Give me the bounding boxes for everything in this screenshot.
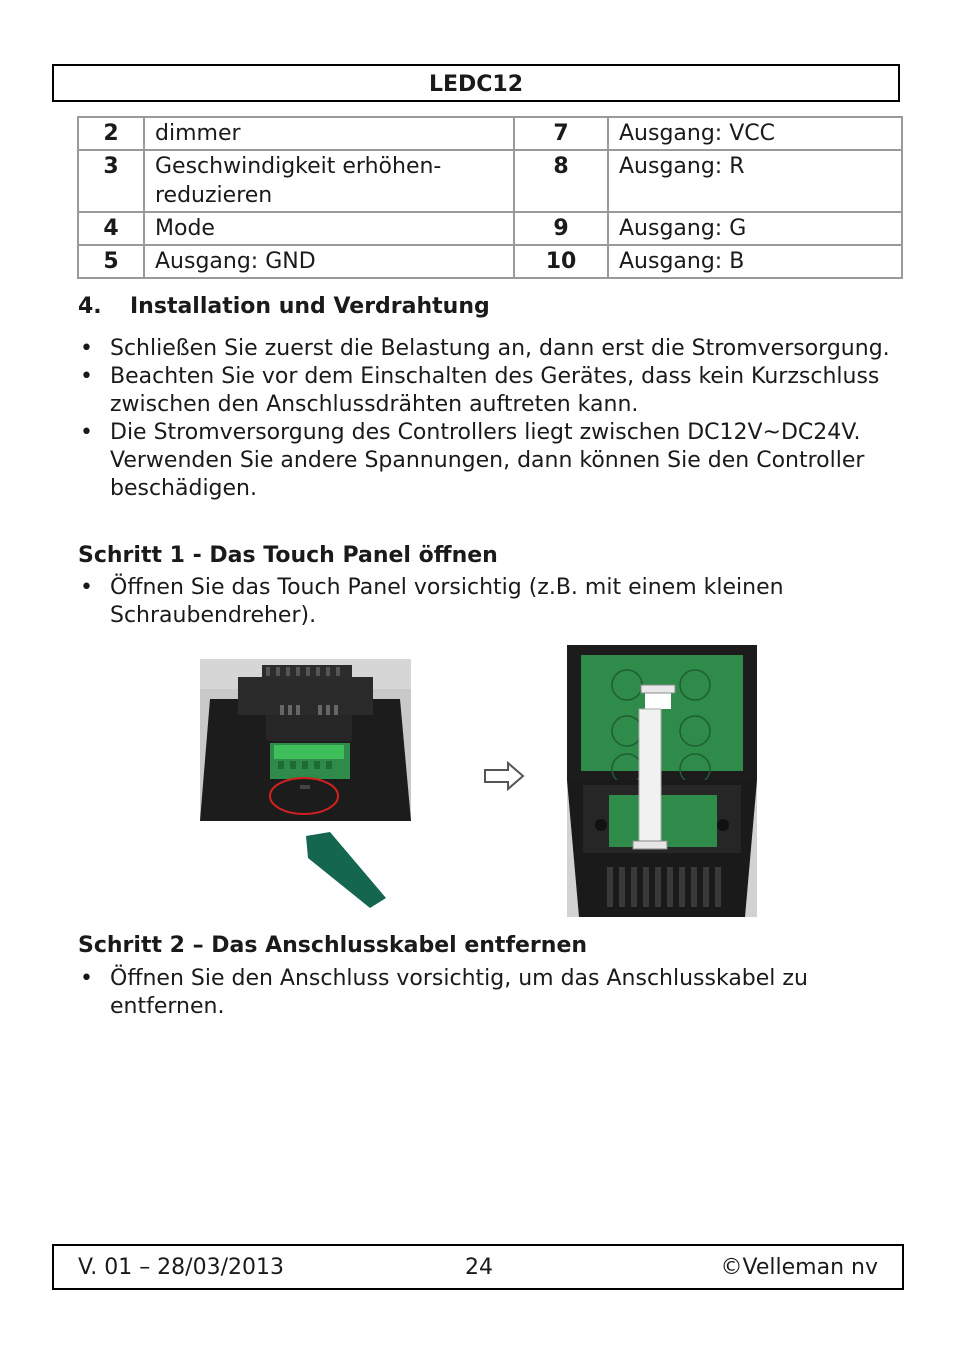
step-2-heading: Schritt 2 – Das Anschlusskabel entfernen	[78, 933, 588, 958]
legend-text: dimmer	[144, 117, 514, 150]
legend-text: Ausgang: G	[608, 212, 902, 245]
legend-text: Ausgang: GND	[144, 245, 514, 278]
footer-version: V. 01 – 28/03/2013	[78, 1255, 284, 1280]
legend-number: 7	[514, 117, 608, 150]
list-item: • Öffnen Sie den Anschluss vorsichtig, um das Anschlusskabel zu entfernen.	[80, 966, 808, 1019]
open-touch-panel-photo	[567, 645, 757, 917]
section-number: 4.	[78, 294, 102, 319]
table-row	[78, 117, 902, 150]
list-item-text: Öffnen Sie das Touch Panel vorsichtig (z.B. mit einem kleinen Schraubendreher).	[110, 575, 784, 628]
section-heading	[78, 292, 490, 322]
legend-text: Geschwindigkeit erhöhen-reduzieren	[144, 150, 514, 212]
list-item-text: Beachten Sie vor dem Einschalten des Gerätes, dass kein Kurzschluss zwischen den Anschlussdrähten auftreten kann.	[110, 364, 880, 417]
list-item: • Die Stromversorgung des Controllers liegt zwischen DC12V~DC24V. Verwenden Sie andere Spannungen, dann können Sie den Controller beschädigen.	[80, 420, 865, 501]
step-1-bullet-list	[78, 574, 898, 630]
legend-number: 8	[514, 150, 608, 212]
legend-number: 3	[78, 150, 144, 212]
step-2-bullet-list	[78, 965, 898, 1021]
connection-legend-table	[77, 116, 903, 279]
section-title: Installation und Verdrahtung	[130, 294, 490, 319]
list-item-text: Schließen Sie zuerst die Belastung an, dann erst die Stromversorgung.	[110, 336, 890, 361]
document-footer	[52, 1244, 904, 1290]
screwdriver-illustration	[300, 830, 415, 908]
legend-text: Mode	[144, 212, 514, 245]
table-row	[78, 212, 902, 245]
list-item: • Öffnen Sie das Touch Panel vorsichtig (z.B. mit einem kleinen Schraubendreher).	[80, 575, 784, 628]
legend-text: Ausgang: R	[608, 150, 902, 212]
controller-housing-photo	[200, 659, 411, 821]
table-row	[78, 245, 902, 278]
list-item-text: Die Stromversorgung des Controllers liegt zwischen DC12V~DC24V. Verwenden Sie andere Spannungen, dann können Sie den Controller beschädigen.	[110, 420, 865, 501]
legend-text: Ausgang: B	[608, 245, 902, 278]
step-1-heading: Schritt 1 - Das Touch Panel öffnen	[78, 543, 498, 568]
legend-number: 4	[78, 212, 144, 245]
arrow-right-icon	[482, 761, 526, 791]
list-item-text: Öffnen Sie den Anschluss vorsichtig, um das Anschlusskabel zu entfernen.	[110, 966, 808, 1019]
footer-copyright: ©Velleman nv	[720, 1255, 878, 1280]
legend-number: 5	[78, 245, 144, 278]
legend-number: 2	[78, 117, 144, 150]
document-header	[52, 64, 900, 102]
list-item: • Beachten Sie vor dem Einschalten des Gerätes, dass kein Kurzschluss zwischen den Anschlussdrähten auftreten kann.	[80, 364, 880, 417]
legend-number: 9	[514, 212, 608, 245]
legend-number: 10	[514, 245, 608, 278]
footer-page-number: 24	[465, 1255, 493, 1280]
table-row	[78, 150, 902, 212]
list-item: • Schließen Sie zuerst die Belastung an, dann erst die Stromversorgung.	[80, 336, 890, 361]
header-title: LEDC12	[428, 72, 524, 97]
legend-text: Ausgang: VCC	[608, 117, 902, 150]
installation-bullet-list	[78, 335, 898, 503]
